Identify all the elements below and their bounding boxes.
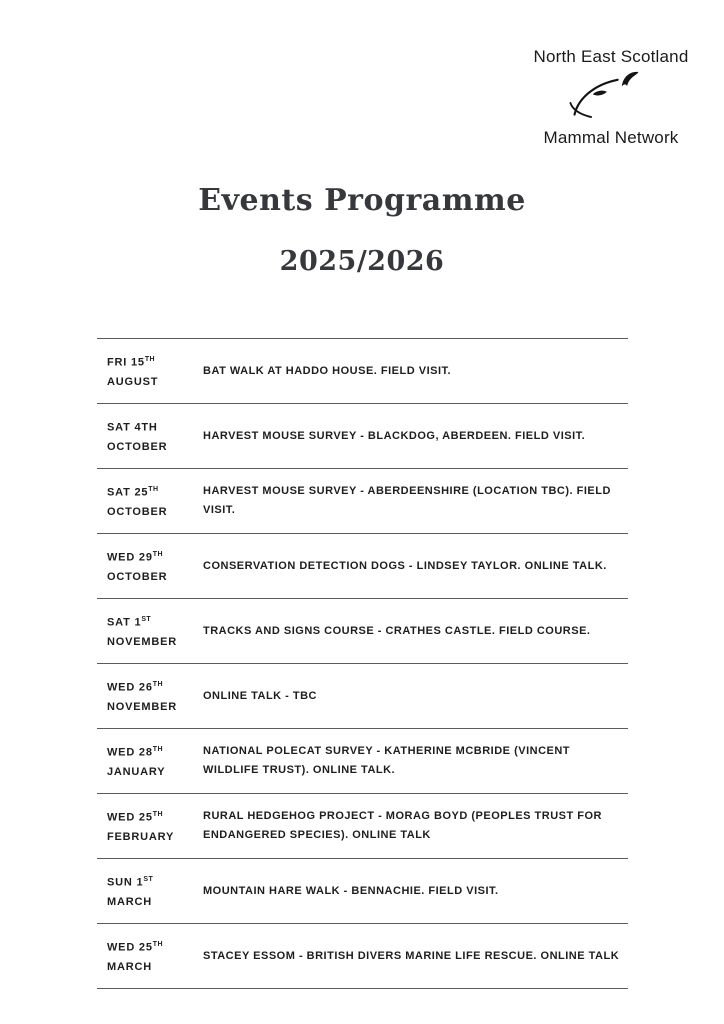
event-month: MARCH <box>107 895 152 908</box>
event-date-ordinal: TH <box>152 746 163 754</box>
event-day-date-text: WED 25 <box>107 941 153 954</box>
event-description: ONLINE TALK - TBC <box>203 689 318 702</box>
event-description: STACEY ESSOM - BRITISH DIVERS MARINE LIFE RESCUE. ONLINE TALK <box>203 949 620 962</box>
event-row <box>97 923 628 988</box>
event-date-cell <box>97 415 203 457</box>
event-month: AUGUST <box>107 375 159 388</box>
event-date-ordinal: TH <box>152 811 163 819</box>
event-date-ordinal: TH <box>152 551 163 559</box>
event-day-date-text: WED 29 <box>107 551 153 564</box>
event-month: OCTOBER <box>107 570 168 583</box>
event-day-date-text: SAT 25 <box>107 486 149 499</box>
org-logo <box>524 47 698 148</box>
event-row <box>97 533 628 598</box>
event-day-date-text: SUN 1 <box>107 876 144 889</box>
event-date-ordinal: TH <box>152 941 163 949</box>
event-day-date <box>107 740 203 763</box>
event-row <box>97 663 628 728</box>
event-row <box>97 468 628 533</box>
event-date-cell <box>97 480 203 522</box>
event-day-date <box>107 805 203 828</box>
event-day-date-text: FRI 15 <box>107 356 145 369</box>
event-row <box>97 403 628 468</box>
season-subtitle: 2025/2026 <box>279 246 445 277</box>
event-day-date-text: SAT 4TH <box>107 421 158 434</box>
event-day-date-text: WED 25 <box>107 811 153 824</box>
event-day-date <box>107 935 203 958</box>
event-date-cell <box>97 610 203 652</box>
event-date-ordinal: TH <box>144 356 155 364</box>
event-day-date <box>107 415 203 438</box>
page-title: Events Programme <box>198 183 526 218</box>
event-row <box>97 338 628 403</box>
event-date-cell <box>97 870 203 912</box>
event-description: HARVEST MOUSE SURVEY - ABERDEENSHIRE (LOCATION TBC). FIELD VISIT. <box>203 485 611 516</box>
event-month: JANUARY <box>107 765 166 778</box>
event-day-date <box>107 480 203 503</box>
event-day-date-text: SAT 1 <box>107 616 142 629</box>
event-day-date <box>107 675 203 698</box>
event-description: HARVEST MOUSE SURVEY - BLACKDOG, ABERDEEN. FIELD VISIT. <box>203 429 586 442</box>
event-description: CONSERVATION DETECTION DOGS - LINDSEY TAYLOR. ONLINE TALK. <box>203 559 607 572</box>
event-description: NATIONAL POLECAT SURVEY - KATHERINE MCBRIDE (VINCENT WILDLIFE TRUST). ONLINE TALK. <box>203 745 571 776</box>
event-row <box>97 858 628 923</box>
event-date-cell <box>97 935 203 977</box>
event-row <box>97 598 628 663</box>
event-row <box>97 728 628 793</box>
event-day-date <box>107 350 203 373</box>
event-row <box>97 793 628 858</box>
event-date-cell <box>97 805 203 847</box>
event-date-ordinal: TH <box>152 681 163 689</box>
events-table <box>97 338 628 989</box>
event-description: MOUNTAIN HARE WALK - BENNACHIE. FIELD VISIT. <box>203 884 499 897</box>
event-description: RURAL HEDGEHOG PROJECT - MORAG BOYD (PEOPLES TRUST FOR ENDANGERED SPECIES). ONLINE TALK <box>203 810 602 841</box>
event-day-date <box>107 870 203 893</box>
event-day-date-text: WED 28 <box>107 746 153 759</box>
event-date-cell <box>97 740 203 782</box>
event-description: TRACKS AND SIGNS COURSE - CRATHES CASTLE. FIELD COURSE. <box>203 624 591 637</box>
event-description: BAT WALK AT HADDO HOUSE. FIELD VISIT. <box>203 364 452 377</box>
event-month: OCTOBER <box>107 505 168 518</box>
event-date-cell <box>97 350 203 392</box>
event-date-cell <box>97 675 203 717</box>
event-month: NOVEMBER <box>107 635 177 648</box>
event-date-ordinal: ST <box>143 876 154 884</box>
event-date-ordinal: ST <box>141 616 152 624</box>
event-day-date-text: WED 26 <box>107 681 153 694</box>
logo-top-text: North East Scotland <box>533 47 689 66</box>
mammal-head-icon <box>559 69 663 127</box>
event-date-cell <box>97 545 203 587</box>
event-day-date <box>107 545 203 568</box>
event-month: FEBRUARY <box>107 830 175 843</box>
event-month: NOVEMBER <box>107 700 177 713</box>
event-date-ordinal: TH <box>148 486 159 494</box>
event-month: MARCH <box>107 960 152 973</box>
event-day-date <box>107 610 203 633</box>
logo-bottom-text: Mammal Network <box>543 128 679 147</box>
event-month: OCTOBER <box>107 440 168 453</box>
